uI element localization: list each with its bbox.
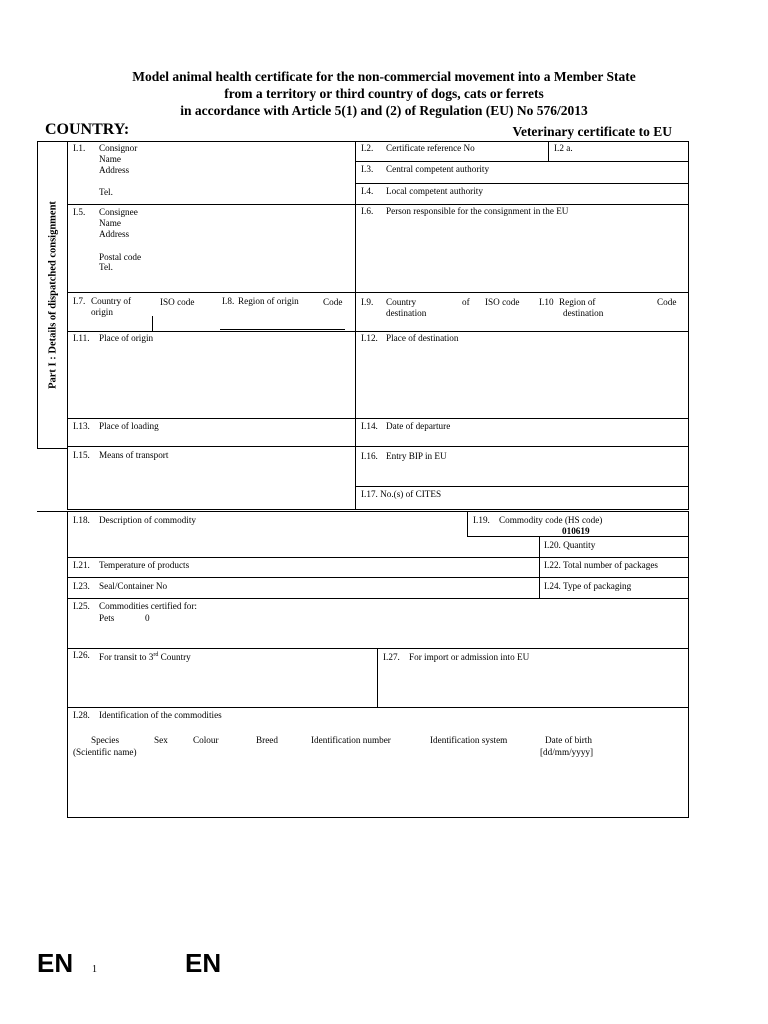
rule [67, 331, 689, 332]
divider [37, 511, 68, 512]
i1-tel: Tel. [99, 187, 113, 197]
i12-num: I.12. [361, 333, 378, 343]
rule [67, 204, 689, 205]
i5-tel: Tel. [99, 262, 113, 272]
i8-label: Region of origin [238, 296, 299, 306]
i1-name: Name [99, 154, 121, 164]
i9-num: I.9. [361, 297, 374, 307]
i12-label: Place of destination [386, 333, 459, 343]
i19-label: Commodity code (HS code) [499, 515, 603, 525]
rule [355, 486, 689, 487]
part-one-label: Part I : Details of dispatched consignment [47, 201, 59, 389]
i1-num: I.1. [73, 143, 86, 153]
i10-label-b: destination [563, 308, 604, 318]
i14-label: Date of departure [386, 421, 451, 431]
i5-num: I.5. [73, 207, 86, 217]
i10-num: I.10 [539, 297, 554, 307]
i6-label: Person responsible for the consignment in the EU [386, 206, 569, 216]
rule [67, 577, 689, 578]
species-sub: (Scientific name) [73, 747, 137, 757]
i15-label: Means of transport [99, 450, 169, 460]
footer-en-right: EN [185, 948, 222, 978]
title-line-1: Model animal health certificate for the non-commercial movement into a Member State [132, 69, 636, 84]
i16-label: Entry BIP in EU [386, 451, 447, 461]
i21-label: Temperature of products [99, 560, 190, 570]
i19-value: 010619 [562, 526, 590, 536]
i28-label: Identification of the commodities [99, 710, 222, 720]
rule [67, 418, 689, 419]
i27-label: For import or admission into EU [409, 652, 530, 662]
rule [152, 316, 153, 331]
rule [67, 557, 689, 558]
footer-en-left: EN [37, 948, 74, 978]
rule [220, 329, 345, 330]
i22-label: I.22. Total number of packages [544, 560, 658, 570]
rule [67, 446, 689, 447]
certificate-title [0, 68, 768, 119]
col-colour: Colour [193, 735, 219, 745]
i3-label: Central competent authority [386, 164, 490, 174]
i7-label-b: origin [91, 307, 113, 317]
dob-sub: [dd/mm/yyyy] [540, 747, 594, 757]
i11-label: Place of origin [99, 333, 154, 343]
rule [67, 648, 689, 649]
i8-num: I.8. [222, 296, 235, 306]
i3-num: I.3. [361, 164, 374, 174]
rule [548, 141, 549, 161]
i2-label: Certificate reference No [386, 143, 475, 153]
i7-iso: ISO code [160, 297, 195, 307]
i5-name: Name [99, 218, 121, 228]
i25-pets: Pets [99, 613, 115, 623]
rule [355, 183, 689, 184]
col-species: Species [91, 735, 120, 745]
col-id-number: Identification number [311, 735, 391, 745]
i18-num: I.18. [73, 515, 90, 525]
vet-cert-label: Veterinary certificate to EU [512, 124, 672, 139]
i1-address: Address [99, 165, 130, 175]
i21-num: I.21. [73, 560, 90, 570]
i5-consignee: Consignee [99, 207, 138, 217]
i11-num: I.11. [73, 333, 90, 343]
col-id-system: Identification system [430, 735, 508, 745]
i20-label: I.20. Quantity [544, 540, 596, 550]
title-line-3: in accordance with Article 5(1) and (2) of Regulation (EU) No 576/2013 [180, 103, 588, 118]
i10-code: Code [657, 297, 677, 307]
i8-code: Code [323, 297, 343, 307]
i1-consignor: Consignor [99, 143, 138, 153]
i23-num: I.23. [73, 581, 90, 591]
i27-num: I.27. [383, 652, 400, 662]
i7-label-a: Country of [91, 296, 132, 306]
i15-num: I.15. [73, 450, 90, 460]
i17-label: I.17. No.(s) of CITES [361, 489, 442, 499]
i25-label: Commodities certified for: [99, 601, 197, 611]
i4-num: I.4. [361, 186, 374, 196]
rule [67, 707, 689, 708]
rule [355, 161, 689, 162]
rule [355, 141, 356, 510]
col-dob: Date of birth [545, 735, 592, 745]
rule [67, 292, 689, 293]
i4-label: Local competent authority [386, 186, 483, 196]
i19-num: I.19. [473, 515, 490, 525]
i14-num: I.14. [361, 421, 378, 431]
i9-of: of [462, 297, 470, 307]
i9-label-b: destination [386, 308, 427, 318]
rule [67, 598, 689, 599]
i16-num: I.16. [361, 451, 378, 461]
i28-num: I.28. [73, 710, 90, 720]
i2-num: I.2. [361, 143, 374, 153]
i10-label-a: Region of [559, 297, 596, 307]
i24-label: I.24. Type of packaging [544, 581, 632, 591]
i18-label: Description of commodity [99, 515, 196, 525]
i7-num: I.7. [73, 296, 86, 306]
page-number: 1 [92, 964, 97, 975]
i9-label-a: Country [386, 297, 417, 307]
i13-label: Place of loading [99, 421, 159, 431]
i23-label: Seal/Container No [99, 581, 168, 591]
pets-checkbox[interactable]: 0 [145, 613, 150, 623]
country-label: COUNTRY: [45, 121, 130, 138]
i26-num: I.26. [73, 650, 90, 660]
i6-num: I.6. [361, 206, 374, 216]
rule [539, 536, 540, 598]
rule [377, 648, 378, 707]
rule [467, 511, 468, 536]
i25-num: I.25. [73, 601, 90, 611]
i5-address: Address [99, 229, 130, 239]
i5-postal: Postal code [99, 252, 142, 262]
title-line-2: from a territory or third country of dogs, cats or ferrets [224, 86, 544, 101]
col-sex: Sex [154, 735, 168, 745]
i9-iso: ISO code [485, 297, 520, 307]
col-breed: Breed [256, 735, 278, 745]
i2a-label: I.2 a. [554, 143, 573, 153]
i13-num: I.13. [73, 421, 90, 431]
i26-label: For transit to 3rd Country [99, 652, 191, 663]
